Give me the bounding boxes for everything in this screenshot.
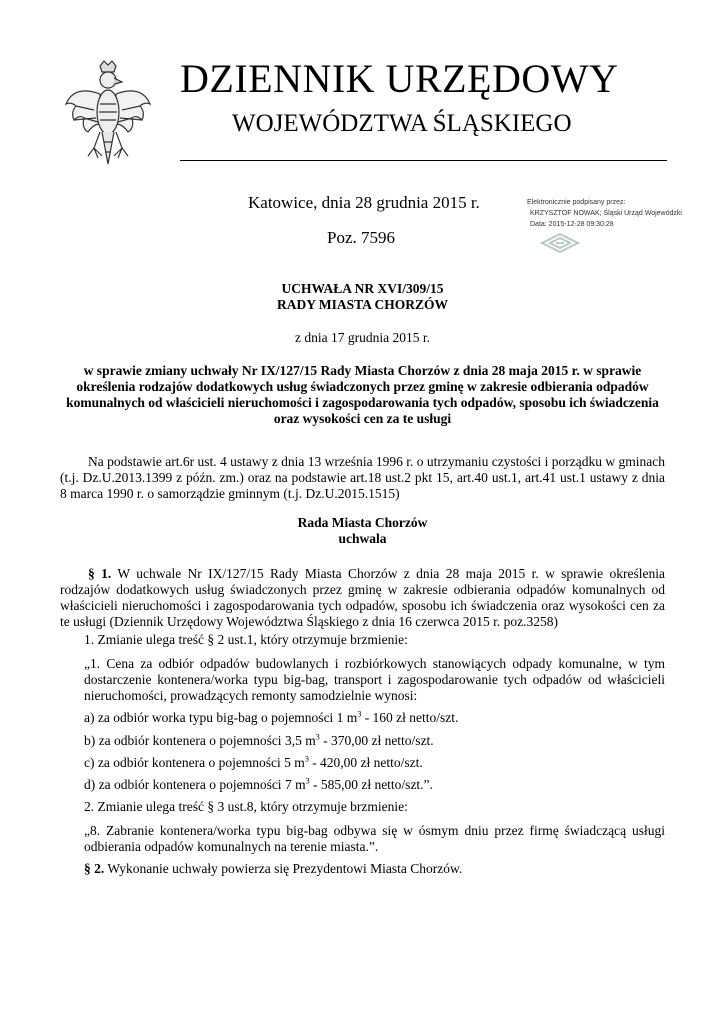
resolution-subject: w sprawie zmiany uchwały Nr IX/127/15 Rady Miasta Chorzów z dnia 28 maja 2015 r. w sprawie określenia rodzajów dodatkowych usług świadczonych przez gminę w zakresie odbierania odpadów komunalnych od właścicieli nieruchomości i zagospodarowania tych odpadów, sposobu ich świadczenia oraz wysokości cen za te usługi [66,363,659,426]
price-item-d [84,777,689,793]
paragraph-2-label: § 2. [84,861,105,876]
resolution-date: z dnia 17 grudnia 2015 r. [295,330,430,345]
signature-signer: KRZYSZTOF NOWAK; Śląski Urząd Wojewódzki [530,210,682,217]
signature-label: Elektronicznie podpisany przez: [527,199,626,206]
electronic-signature [527,197,717,230]
price-item-a-text: a) za odbiór worka typu big-bag o pojemności 1 m [84,710,358,725]
price-item-d-text: d) za odbiór kontenera o pojemności 7 m [84,777,306,792]
resolution-council: RADY MIASTA CHORZÓW [276,297,448,312]
price-item-c-price: - 420,00 zł netto/szt. [308,755,423,770]
paragraph-2 [84,861,665,877]
point-2: 2. Zmianie ulega treść § 3 ust.8, który otrzymuje brzmienie: [84,799,408,814]
paragraph-2-text: Wykonanie uchwały powierza się Prezydentowi Miasta Chorzów. [104,861,463,876]
legal-basis: Na podstawie art.6r ust. 4 ustawy z dnia 13 września 1996 r. o utrzymaniu czystości i porządku w gminach (t.j. Dz.U.2013.1399 z późn. zm.) oraz na podstawie art.18 ust.2 pkt 15, art.40 ust.1, art.41 ust.1 ustawy z dnia 8 marca 1990 r. o samorządzie gminnym (t.j. Dz.U.2015.1515) [60,454,665,501]
eagle-emblem-icon [64,60,152,170]
header-divider [180,160,667,161]
quote-2: „8. Zabranie kontenera/worka typu big-bag odbywa się w ósmym dniu przez firmę świadczącą usługi odbierania odpadów komunalnych na terenie miasta.”. [84,823,665,854]
price-item-c [84,755,689,771]
paragraph-1 [60,566,665,630]
price-item-b-text: b) za odbiór kontenera o pojemności 3,5 m [84,733,316,748]
position-number: Poz. 7596 [327,228,395,247]
quote-1: „1. Cena za odbiór odpadów budowlanych i rozbiórkowych stanowiących odpady komunalne, w tym dostarczenie kontenera/worka typu big-bag, transport i zagospodarowanie tych odpadów od właścicieli nieruchomości, prowadzących remonty samodzielnie wynosi: [84,656,665,703]
price-item-c-text: c) za odbiór kontenera o pojemności 5 m [84,755,305,770]
signature-date: Data: 2015-12-28 09:30:28 [530,221,614,228]
price-item-b-price: - 370,00 zł netto/szt. [319,733,434,748]
cubic-exponent: 3 [305,776,310,786]
cubic-exponent: 3 [315,732,320,742]
price-item-b [84,733,689,749]
council-name: Rada Miasta Chorzów [297,515,428,530]
price-item-a-price: - 160 zł netto/szt. [361,710,459,725]
paragraph-1-label: § 1. [88,566,112,581]
price-item-a [84,710,689,726]
paragraph-1-text: W uchwale Nr IX/127/15 Rady Miasta Chorzów z dnia 28 maja 2015 r. w sprawie określenia rodzajów dodatkowych usług świadczonych przez gminę w zakresie odbierania odpadów komunalnych od właścicieli nieruchomości i zagospodarowania tych odpadów, sposobu ich świadczenia oraz wysokości cen za te usługi (Dziennik Urzędowy Województwa Śląskiego z dnia 16 czerwca 2015 r. poz.3258) [60,566,665,629]
publication-date: Katowice, dnia 28 grudnia 2015 r. [248,193,480,212]
price-item-d-price: - 585,00 zł netto/szt.”. [309,777,433,792]
resolution-number: UCHWAŁA NR XVI/309/15 [281,281,444,296]
resolution-heading [60,281,665,313]
resolves-word: uchwala [338,531,387,546]
cubic-exponent: 3 [304,754,309,764]
signature-mark-icon [540,232,580,254]
council-decision-heading [60,515,665,547]
cubic-exponent: 3 [357,709,362,719]
journal-subtitle: WOJEWÓDZTWA ŚLĄSKIEGO [232,110,572,137]
journal-title: DZIENNIK URZĘDOWY [180,56,619,101]
point-1: 1. Zmianie ulega treść § 2 ust.1, który otrzymuje brzmienie: [84,632,408,647]
